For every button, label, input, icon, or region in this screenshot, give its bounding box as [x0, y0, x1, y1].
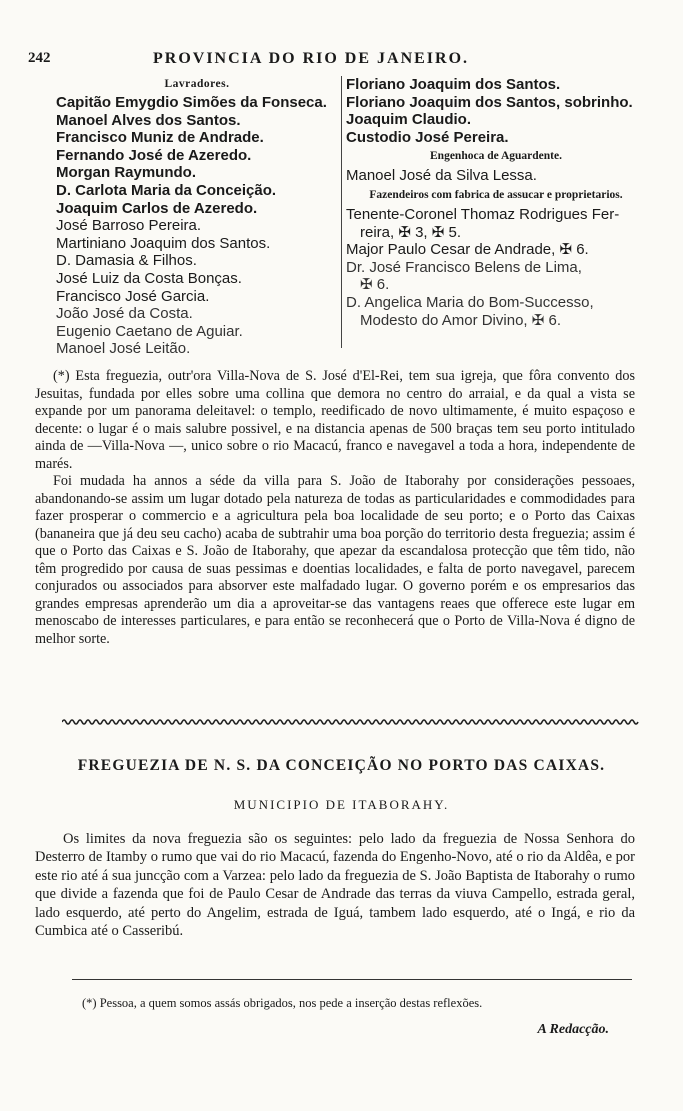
- page-title: PROVINCIA DO RIO DE JANEIRO.: [153, 50, 470, 67]
- name-entry: D. Damasia & Filhos.: [56, 252, 197, 270]
- signature: A Redacção.: [537, 1022, 609, 1037]
- name-entry: Manoel José da Silva Lessa.: [346, 167, 537, 185]
- municipio-subtitle: MUNICIPIO DE ITABORAHY.: [233, 797, 450, 812]
- name-entry: João José da Costa.: [56, 305, 193, 323]
- name-entry: Floriano Joaquim dos Santos, sobrinho.: [346, 93, 633, 111]
- name-entry: D. Carlota Maria da Conceição.: [56, 181, 277, 199]
- left-column: [56, 76, 338, 358]
- name-entry: Eugenio Caetano de Aguiar.: [56, 322, 243, 340]
- fazendeiros-subtitle: Fazendeiros com fabrica de assucar e proprietarios.: [369, 188, 623, 201]
- name-entry: Fernando José de Azeredo.: [56, 146, 252, 164]
- section-title: FREGUEZIA DE N. S. DA CONCEIÇÃO NO PORTO DAS CAIXAS.: [77, 757, 606, 774]
- name-entry: Joaquim Claudio.: [346, 111, 472, 129]
- section-body: [35, 830, 635, 940]
- name-entry: Floriano Joaquim dos Santos.: [346, 76, 561, 93]
- name-entry: Manoel José Leitão.: [56, 340, 191, 358]
- name-entry: Manoel Alves dos Santos.: [56, 111, 241, 129]
- lavradores-subtitle: Lavradores.: [164, 78, 230, 90]
- name-entry: Martiniano Joaquim dos Santos.: [56, 234, 271, 252]
- footnote-paragraph: (*) Esta freguezia, outr'ora Villa-Nova de S. José d'El-Rei, tem sua igreja, que fôra convento dos Jesuitas, fundada por elles sobre uma collina que demora no centro do arraial, e da qual a vista se expande por um panorama deleitavel: o templo, reedificado de novo ultimamente, é muito espaçoso e decente: o lugar é o mais salubre possivel, e na distancia apenas de 500 braças tem seu porto intitulado ainda de —Villa-Nova —, unico sobre o rio Macacú, franco e navegavel a toda a hora, independente de marés.: [35, 368, 635, 472]
- engenhoca-subtitle: Engenhoca de Aguardente.: [430, 150, 562, 163]
- name-entry: Capitão Emygdio Simões da Fonseca.: [56, 94, 327, 111]
- name-entry: Tenente-Coronel Thomaz Rodrigues Fer-: [346, 205, 620, 223]
- name-entry: Custodio José Pereira.: [346, 128, 509, 146]
- name-entry: Morgan Raymundo.: [56, 164, 197, 182]
- name-entry: Joaquim Carlos de Azeredo.: [56, 199, 258, 217]
- name-entry: José Barroso Pereira.: [56, 217, 202, 235]
- name-entry: José Luiz da Costa Bonças.: [56, 269, 242, 287]
- name-entry: Francisco Muniz de Andrade.: [56, 129, 264, 147]
- footnote-paragraph: Foi mudada ha annos a séde da villa para S. João de Itaborahy por considerações pessoaes, abandonando-se assim um lugar dotado pela natureza de todas as particularidades e commodidades para fazer prosperar o commercio e a agricultura pela boa localidade de seu porto; e o Porto das Caixas (bananeira que já deu seu cacho) acaba de subtrahir uma boa porção do territorio desta freguezia; assim é que o Porto das Caixas e S. João de Itaborahy, que apezar da escandalosa protecção que têm tido, não têm progredido por causa de suas pessimas e doentias localidades, e falta de porto navegavel, parecem conjurados ou associados para absorver este malfadado lugar. O governo porém e os empresarios das grandes empresas aprenderão um dia a aproveitar-se das vantagens reaes que offerece este lugar em menoscabo de interesses particulares, e para então se reconhecerá que o Porto de Villa-Nova é digno de melhor sorte.: [35, 473, 635, 647]
- bottom-footnote: (*) Pessoa, a quem somos assás obrigados, nos pede a inserção destas reflexões.: [82, 996, 483, 1010]
- page-header: [28, 50, 643, 72]
- name-entry-continued: reira, ✠ 3, ✠ 5.: [360, 223, 462, 241]
- name-entry: Major Paulo Cesar de Andrade, ✠ 6.: [346, 241, 589, 259]
- name-columns: [56, 76, 646, 358]
- name-entry-continued: ✠ 6.: [360, 276, 390, 294]
- limits-paragraph: Os limites da nova freguezia são os seguintes: pelo lado da freguezia de Nossa Senhora do Desterro de Itamby o rumo que vai do rio Macacú, fazenda do Engenho-Novo, até o rio da Aldêa, e por este rio até á sua juncção com a Varzea: pelo lado da freguezia de S. João Baptista de Itaborahy o rumo que divide a fazenda que foi de Paulo Cesar de Andrade das terras da viuva Campello, estrada geral, lado esquerdo, até perto do Angelim, estrada de Iguá, tambem lado esquerdo, até o Ingá, e rio da Cumbica até o Casseribú.: [35, 831, 635, 940]
- wavy-divider: [62, 717, 640, 727]
- footnote-block: [35, 368, 635, 648]
- name-entry-continued: Modesto do Amor Divino, ✠ 6.: [360, 311, 561, 329]
- right-column: [341, 76, 646, 348]
- name-entry: Dr. José Francisco Belens de Lima,: [346, 258, 582, 276]
- name-entry: D. Angelica Maria do Bom-Successo,: [346, 293, 594, 311]
- name-entry: Francisco José Garcia.: [56, 287, 210, 305]
- page-number: 242: [28, 50, 51, 66]
- footnote-rule: [72, 979, 632, 980]
